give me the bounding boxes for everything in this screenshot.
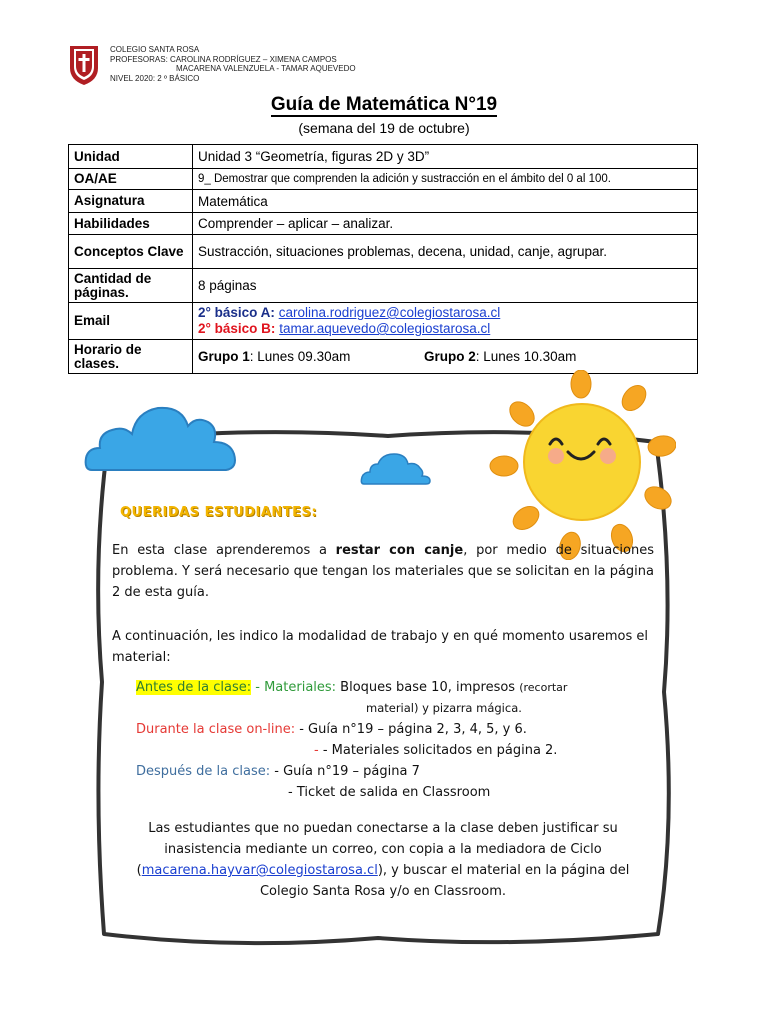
school-header [110,45,356,83]
row-value: Unidad 3 “Geometría, figuras 2D y 3D” [193,145,698,169]
modality-intro: A continuación, les indico la modalidad de trabajo y en qué momento usaremos el material: [112,629,648,665]
before-label: Antes de la clase: [136,680,252,695]
intro-bold: restar con canje [335,543,464,558]
during-text: - Guía n°19 – página 2, 3, 4, 5, y 6. [295,722,527,737]
absence-text-b: ), y buscar el material en la página del Colegio Santa Rosa y/o en Classroom. [259,863,630,899]
email-a-label: 2° básico A: [198,305,275,320]
after-line [112,761,654,782]
cloud-large-icon [84,398,240,478]
intro-text-b: , por medio de situaciones problema. Y será necesario que tengan los materiales que se solicitan en la página 2 de esta guía. [112,543,654,600]
table-row [69,303,698,340]
table-row [69,169,698,190]
during-line [112,719,654,740]
row-key: OA/AE [69,169,193,190]
group-1-label: Grupo 1 [198,349,250,364]
intro-text-a: En esta clase aprenderemos a [112,543,336,558]
during-label: Durante la clase on-line: [136,722,296,737]
mediator-email-link[interactable]: macarena.hayvar@colegiostarosa.cl [141,863,378,878]
page-title: Guía de Matemática N°19 [270,94,498,115]
during-line-2: - - Materiales solicitados en página 2. [314,743,558,758]
table-row [69,235,698,269]
absence-paragraph [112,818,654,902]
teachers-line-1: PROFESORAS: CAROLINA RODRÍGUEZ – XIMENA CAMPOS [110,54,337,64]
table-row [69,213,698,235]
email-a-link[interactable]: carolina.rodriguez@colegiostarosa.cl [278,305,501,320]
row-value: 9_ Demostrar que comprenden la adición y sustracción en el ámbito del 0 al 100. [193,169,698,190]
group-2-time: : Lunes 10.30am [475,349,577,364]
table-row [69,145,698,169]
row-key: Email [69,303,193,340]
row-key: Unidad [69,145,193,169]
email-cell [193,303,698,340]
row-key: Habilidades [69,213,193,235]
school-name: COLEGIO SANTA ROSA [110,45,200,54]
cloud-small-icon [360,450,432,488]
after-label: Después de la clase: [136,764,271,779]
page-title-wrap [0,94,768,116]
row-key: Cantidad de páginas. [69,269,193,303]
group-2 [424,349,576,364]
group-2-label: Grupo 2 [424,349,476,364]
table-row [69,340,698,374]
after-line-2: - Ticket de salida en Classroom [288,785,491,800]
group-1 [198,349,424,364]
row-value: Comprender – aplicar – analizar. [193,213,698,235]
before-dash: - [251,680,265,695]
absence-text-a: Las estudiantes que no puedan conectarse a la clase deben justificar su inasistencia mediante un correo, con copia a la mediadora de Ciclo ( [136,821,618,878]
row-value: Sustracción, situaciones problemas, decena, unidad, canje, agrupar. [193,235,698,269]
row-key: Asignatura [69,190,193,213]
during-line-2-text: - Materiales solicitados en página 2. [322,743,558,758]
sun-icon [486,370,676,560]
modality-paragraph [112,626,654,803]
materials-text: Bloques base 10, impresos [336,680,520,695]
email-b-label: 2° básico B: [198,321,276,336]
table-row [69,190,698,213]
info-table [68,144,698,374]
after-text: - Guía n°19 – página 7 [270,764,420,779]
greeting-heading: QUERIDAS ESTUDIANTES: [120,505,318,520]
intro-paragraph [112,540,654,603]
group-1-time: : Lunes 09.30am [249,349,351,364]
schedule-cell [193,340,698,374]
level-line: NIVEL 2020: 2 º BÁSICO [110,73,200,83]
page-subtitle: (semana del 19 de octubre) [298,120,470,136]
materials-line-2: material) y pizarra mágica. [366,701,522,715]
table-row [69,269,698,303]
row-value: 8 páginas [193,269,698,303]
materials-small: (recortar [519,681,568,694]
email-b-line [198,321,692,337]
teachers-line-2: MACARENA VALENZUELA - TAMAR AQUEVEDO [176,64,356,73]
email-a-line [198,305,692,321]
row-key: Conceptos Clave [69,235,193,269]
row-value: Matemática [193,190,698,213]
school-shield-logo [68,44,100,86]
before-line [112,677,654,698]
materials-label: Materiales: [264,680,337,695]
row-key: Horario de clases. [69,340,193,374]
email-b-link[interactable]: tamar.aquevedo@colegiostarosa.cl [279,321,491,336]
